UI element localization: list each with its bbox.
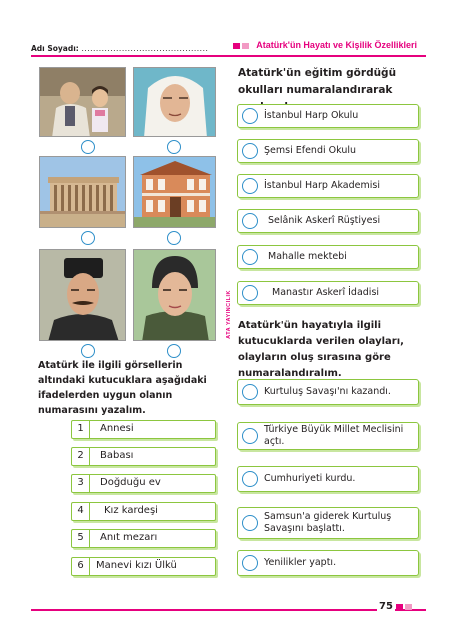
header-rule (31, 55, 426, 57)
match-row (71, 474, 216, 493)
name-dots: ............................................ (81, 44, 209, 53)
number-circle[interactable] (242, 285, 258, 301)
photo-anitkabir (39, 156, 126, 228)
school-option[interactable] (237, 245, 419, 269)
answer-circle[interactable] (81, 231, 95, 245)
number-circle[interactable] (242, 108, 258, 124)
match-row (71, 447, 216, 466)
school-label: Mahalle mektebi (268, 251, 347, 262)
page-number: 75 (379, 601, 393, 612)
match-number: 5 (72, 530, 90, 547)
number-circle[interactable] (242, 249, 258, 265)
match-row (71, 420, 216, 439)
number-circle[interactable] (242, 555, 258, 571)
event-option[interactable] (237, 379, 419, 405)
answer-circle[interactable] (167, 140, 181, 154)
match-label: Doğduğu ev (100, 477, 161, 488)
event-label: Cumhuriyeti kurdu. (264, 473, 356, 484)
header-square (233, 43, 240, 49)
school-option[interactable] (237, 209, 419, 233)
name-label: Adı Soyadı: (31, 44, 79, 53)
publisher-side-label: ATA YAYINCILIK (226, 290, 232, 339)
school-option[interactable] (237, 281, 419, 305)
school-option[interactable] (237, 174, 419, 198)
match-label: Kız kardeşi (104, 505, 158, 516)
match-number: 1 (72, 421, 90, 438)
event-option[interactable] (237, 507, 419, 539)
match-number: 2 (72, 448, 90, 465)
school-option[interactable] (237, 104, 419, 128)
answer-circle[interactable] (81, 140, 95, 154)
photo-father (39, 249, 126, 341)
event-option[interactable] (237, 550, 419, 576)
number-circle[interactable] (242, 213, 258, 229)
match-row (71, 557, 216, 576)
match-number: 3 (72, 475, 90, 492)
school-label: Şemsi Efendi Okulu (264, 145, 357, 156)
footer-square (396, 604, 403, 610)
answer-circle[interactable] (167, 344, 181, 358)
match-row (71, 529, 216, 548)
match-row (71, 502, 216, 521)
match-label: Babası (100, 450, 134, 461)
footer-square (405, 604, 412, 610)
student-name-field[interactable] (31, 44, 208, 53)
question-school-order: Atatürk'ün eğitim gördüğü okulları numaralandırarak (238, 67, 397, 96)
match-number: 4 (72, 503, 90, 520)
match-label: Annesi (100, 423, 134, 434)
footer-rule (31, 609, 426, 611)
answer-circle[interactable] (81, 344, 95, 358)
number-circle[interactable] (242, 515, 258, 531)
photo-birth-house (133, 156, 216, 228)
number-circle[interactable] (242, 178, 258, 194)
event-label: Samsun'a giderek Kurtuluş Savaşını başlattı. (264, 511, 392, 534)
school-option[interactable] (237, 139, 419, 163)
header-square (242, 43, 249, 49)
event-option[interactable] (237, 466, 419, 492)
number-circle[interactable] (242, 471, 258, 487)
match-label: Anıt mezarı (100, 532, 158, 543)
number-circle[interactable] (242, 143, 258, 159)
school-label: Manastır Askerî İdadisi (272, 287, 380, 298)
answer-circle[interactable] (167, 231, 181, 245)
school-label: Selânik Askerî Rüştiyesi (268, 215, 381, 226)
match-label: Manevi kızı Ülkü (96, 560, 177, 571)
school-label: İstanbul Harp Okulu (264, 110, 359, 121)
photo-sister (133, 249, 216, 341)
school-label: İstanbul Harp Akademisi (264, 180, 380, 191)
photo-ataturk-with-child (39, 67, 126, 137)
event-option[interactable] (237, 422, 419, 450)
event-label: Yenilikler yaptı. (264, 557, 337, 568)
event-label: Kurtuluş Savaşı'nı kazandı. (264, 386, 391, 397)
page-title: Atatürk'ün Hayatı ve Kişilik Özellikleri (256, 40, 417, 50)
number-circle[interactable] (242, 384, 258, 400)
match-number: 6 (72, 558, 90, 575)
question-event-order: Atatürk'ün hayatıyla ilgili kutucuklarda verilen olayları, olayların oluş sırasına göre numaralandıralım. (238, 320, 404, 379)
event-label: Türkiye Büyük Millet Meclisini açtı. (264, 424, 404, 447)
number-circle[interactable] (242, 428, 258, 444)
question-photo-match: Atatürk ile ilgili görsellerin altındaki kutucuklara aşağıdaki ifadelerden uygun olanın numarasını yazalım. (38, 360, 207, 416)
photo-mother (133, 67, 216, 137)
